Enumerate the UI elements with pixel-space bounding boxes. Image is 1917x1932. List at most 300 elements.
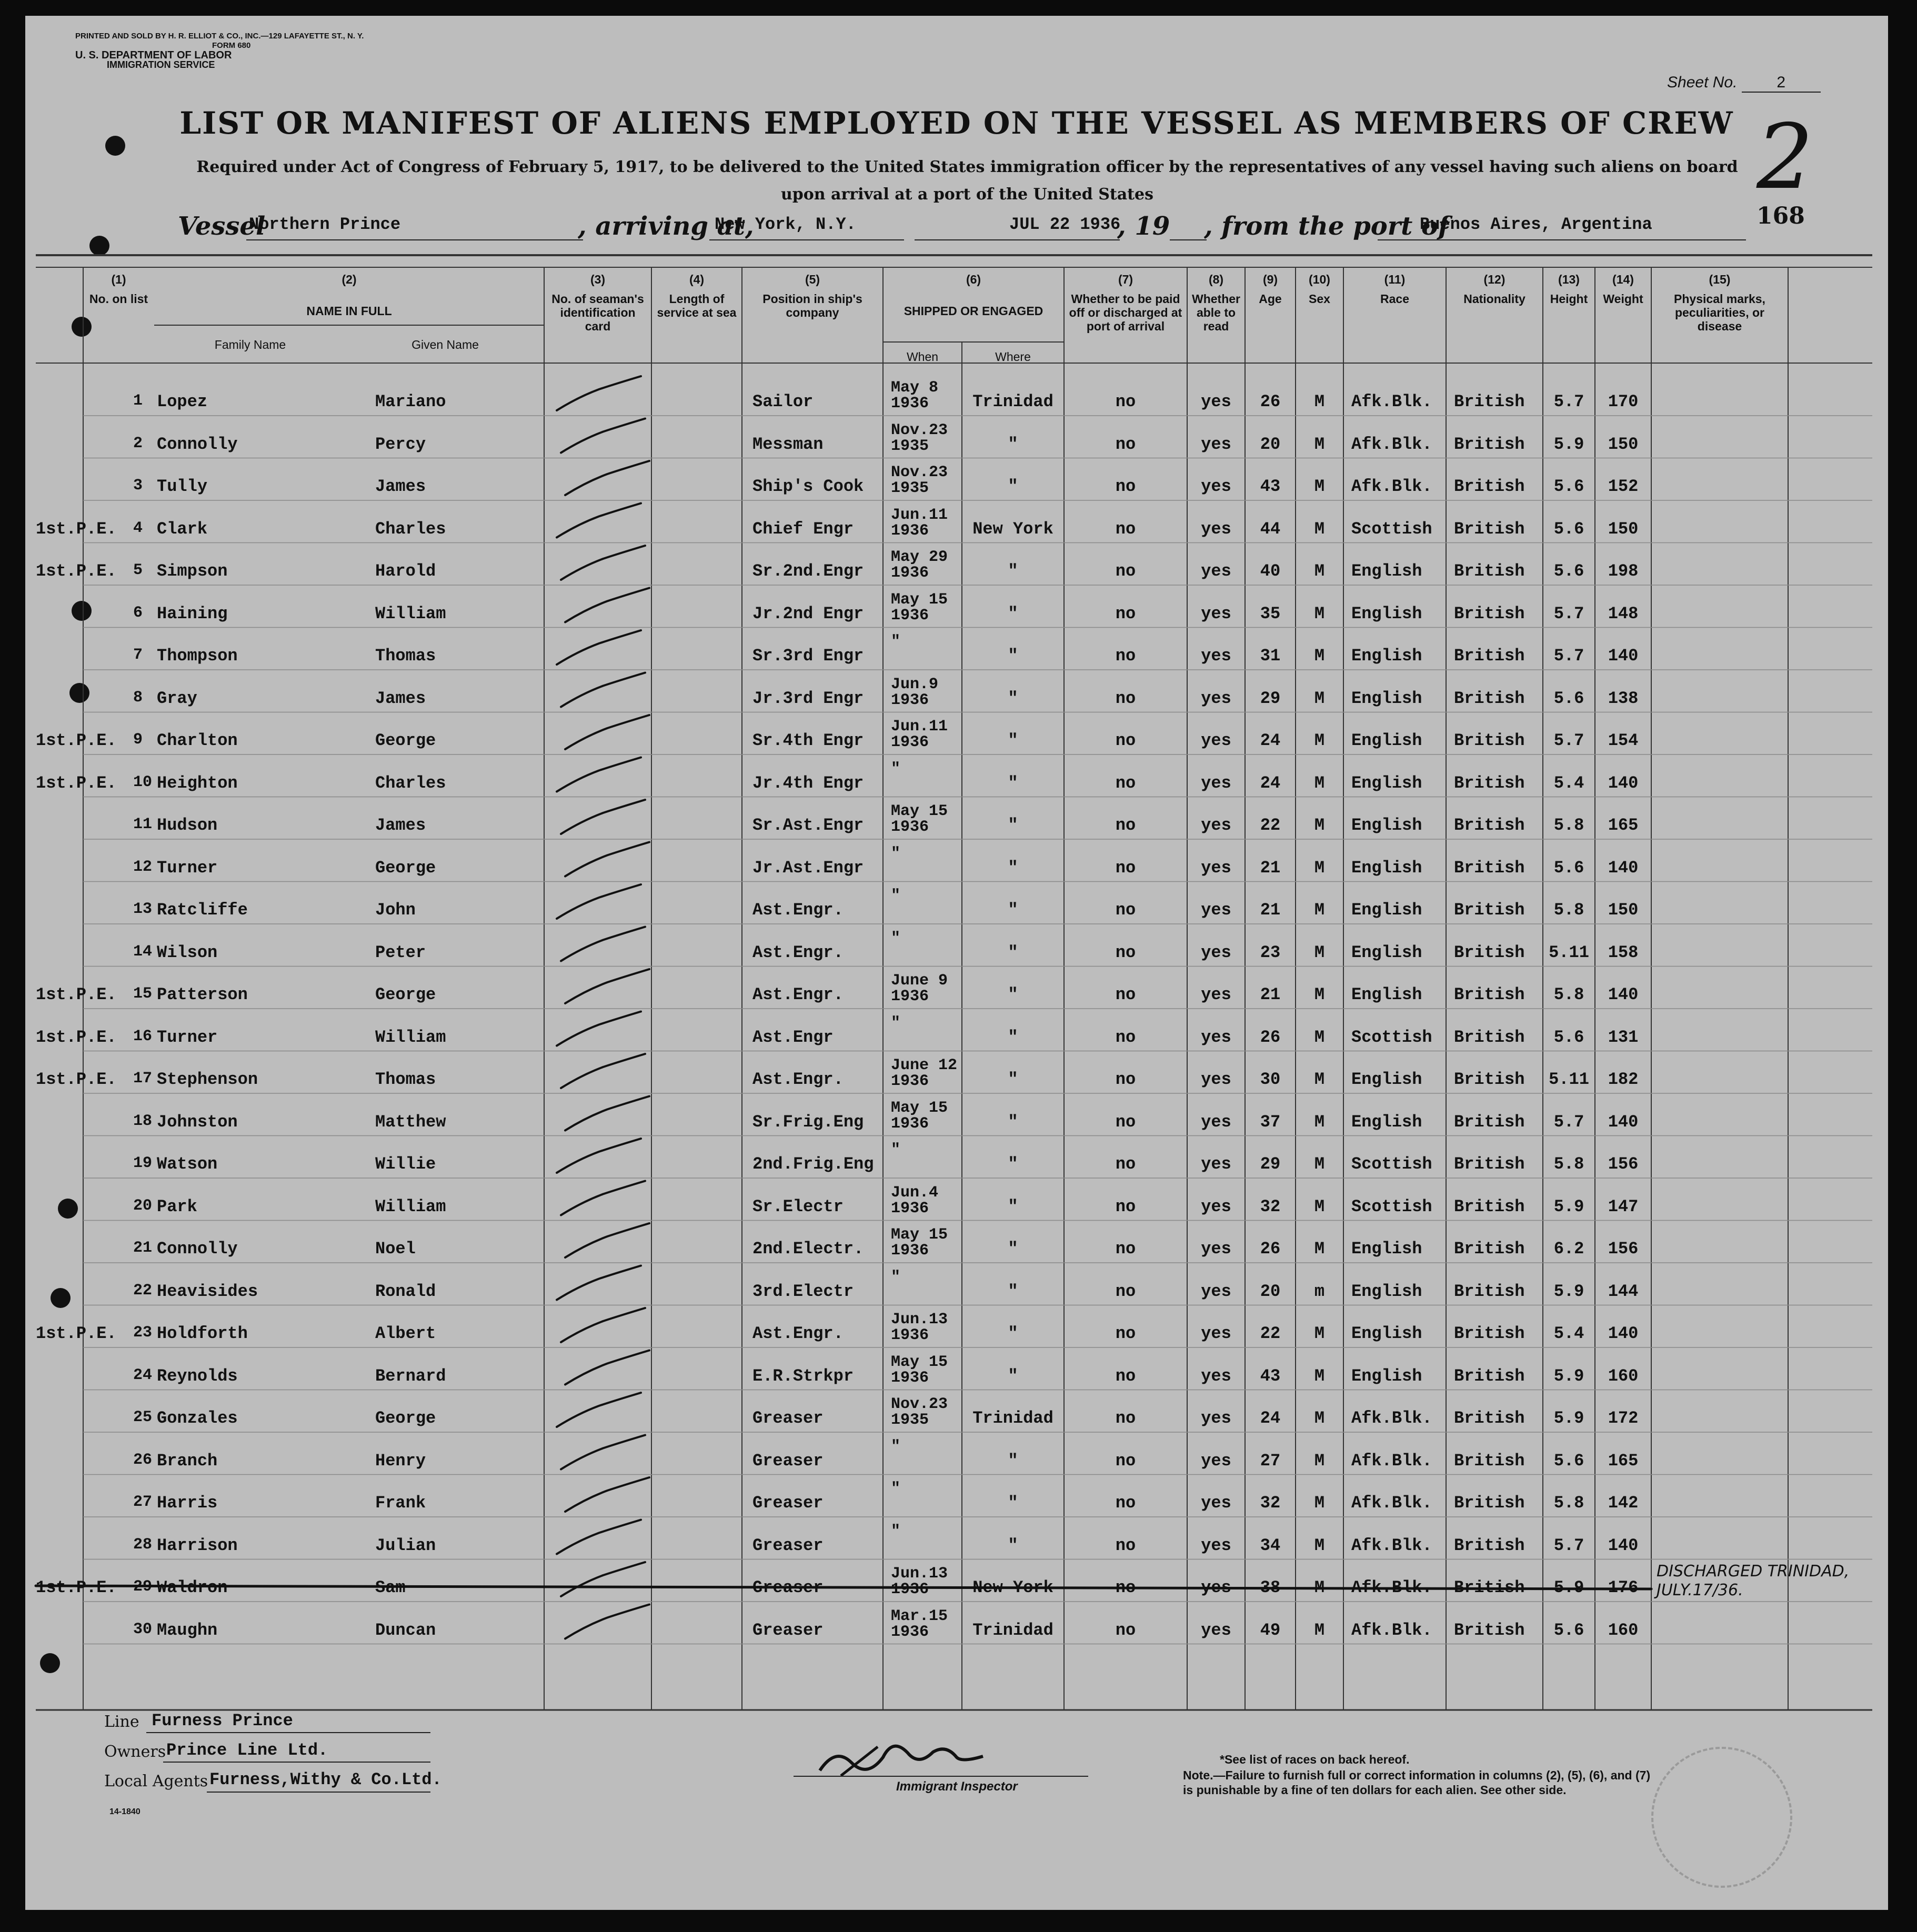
card-checkmark-icon: [561, 1435, 645, 1470]
cell-nat: British: [1454, 1324, 1525, 1343]
column-number: (2): [342, 273, 357, 286]
cell-race: Afk.Blk.: [1351, 1620, 1432, 1640]
cell-race: English: [1351, 1281, 1422, 1301]
cell-paid: no: [1115, 434, 1136, 454]
cell-age: 37: [1260, 1112, 1281, 1132]
cell-given: Mariano: [375, 392, 446, 411]
cell-where: ": [1008, 1196, 1018, 1216]
cell-age: 21: [1260, 985, 1281, 1004]
cell-when: Jun.13: [891, 1311, 948, 1329]
cell-nat: British: [1454, 1027, 1525, 1047]
cell-read: yes: [1201, 646, 1231, 666]
card-checkmark-icon: [565, 1477, 649, 1512]
cell-position: Ast.Engr.: [752, 900, 844, 920]
cell-height: 5.7: [1553, 646, 1584, 666]
cell-when: Jun.11: [891, 718, 948, 736]
cell-height: 5.8: [1553, 900, 1584, 920]
cell-where: ": [1008, 1324, 1018, 1343]
cell-read: yes: [1201, 858, 1231, 878]
cell-when: ": [891, 1014, 901, 1032]
cell-read: yes: [1201, 816, 1231, 835]
cell-age: 49: [1260, 1620, 1281, 1640]
cell-position: 2nd.Electr.: [752, 1239, 864, 1259]
cell-paid: no: [1115, 1239, 1136, 1259]
cell-position: Ast.Engr.: [752, 942, 844, 962]
cell-read: yes: [1201, 1070, 1231, 1089]
column-header: Nationality: [1463, 292, 1525, 306]
cell-when: May 29: [891, 548, 948, 566]
cell-race: English: [1351, 900, 1422, 920]
race-note: *See list of races on back hereof.: [1220, 1753, 1410, 1766]
cell-position: 3rd.Electr: [752, 1281, 854, 1301]
cell-when: ": [891, 760, 901, 778]
column-header: NAME IN FULL: [306, 304, 392, 318]
cell-height: 5.4: [1553, 773, 1584, 793]
cell-age: 29: [1260, 688, 1281, 708]
cell-no: 6: [133, 603, 143, 622]
cell-race: Scottish: [1351, 1154, 1432, 1174]
card-checkmark-icon: [557, 884, 641, 919]
cell-when: 1936: [891, 818, 929, 836]
cell-when: ": [891, 887, 901, 905]
cell-nat: British: [1454, 942, 1525, 962]
cell-paid: no: [1115, 1112, 1136, 1132]
cell-read: yes: [1201, 1154, 1231, 1174]
cell-weight: 156: [1608, 1239, 1639, 1259]
cell-read: yes: [1201, 1578, 1231, 1597]
cell-sex: M: [1314, 1451, 1325, 1471]
cell-nat: British: [1454, 1070, 1525, 1089]
cell-age: 32: [1260, 1493, 1281, 1513]
cell-when: ": [891, 929, 901, 948]
cell-race: English: [1351, 1366, 1422, 1386]
cell-nat: British: [1454, 392, 1525, 411]
cell-paid: no: [1115, 392, 1136, 411]
cell-sex: M: [1314, 1366, 1325, 1386]
cell-age: 38: [1260, 1578, 1281, 1597]
cell-paid: no: [1115, 816, 1136, 835]
cell-read: yes: [1201, 773, 1231, 793]
cell-height: 5.9: [1553, 1196, 1584, 1216]
cell-when: May 15: [891, 1226, 948, 1244]
card-checkmark-icon: [561, 546, 645, 580]
cell-family: Gonzales: [157, 1408, 238, 1428]
cell-given: Willie: [375, 1154, 436, 1174]
cell-paid: no: [1115, 731, 1136, 750]
card-checkmark-icon: [561, 927, 645, 961]
cell-sex: M: [1314, 1154, 1325, 1174]
cell-position: Jr.Ast.Engr: [752, 858, 864, 878]
cell-family: Clark: [157, 519, 208, 539]
cell-read: yes: [1201, 519, 1231, 539]
cell-no: 10: [133, 773, 153, 791]
cell-read: yes: [1201, 1196, 1231, 1216]
cell-no: 4: [133, 519, 143, 537]
cell-given: James: [375, 477, 426, 496]
cell-no: 16: [133, 1027, 153, 1045]
cell-read: yes: [1201, 1535, 1231, 1555]
column-header: Whether to be paid off or discharged at port of arrival: [1069, 292, 1182, 333]
cell-sex: M: [1314, 1239, 1325, 1259]
card-checkmark-icon: [565, 588, 649, 622]
cell-given: Henry: [375, 1451, 426, 1471]
cell-nat: British: [1454, 773, 1525, 793]
card-checkmark-icon: [561, 800, 645, 834]
form-number: FORM 680: [212, 41, 251, 50]
cell-race: English: [1351, 942, 1422, 962]
column-number: (15): [1709, 273, 1731, 286]
cell-position: Chief Engr: [752, 519, 854, 539]
cell-paid: no: [1115, 1620, 1136, 1640]
cell-when: 1935: [891, 479, 929, 497]
cell-nat: British: [1454, 477, 1525, 496]
cell-sex: M: [1314, 392, 1325, 411]
cell-age: 22: [1260, 816, 1281, 835]
cell-given: Duncan: [375, 1620, 436, 1640]
first-pe-mark: 1st.P.E.: [36, 561, 117, 581]
cell-read: yes: [1201, 1408, 1231, 1428]
cell-family: Turner: [157, 1027, 218, 1047]
column-header: Whether able to read: [1192, 292, 1240, 333]
cell-height: 5.9: [1553, 434, 1584, 454]
card-checkmark-icon: [565, 715, 649, 749]
cell-weight: 150: [1608, 900, 1639, 920]
cell-position: Jr.4th Engr: [752, 773, 864, 793]
cell-paid: no: [1115, 1366, 1136, 1386]
cell-nat: British: [1454, 561, 1525, 581]
cell-no: 24: [133, 1366, 153, 1384]
cell-height: 6.2: [1553, 1239, 1584, 1259]
cell-when: Jun.13: [891, 1565, 948, 1583]
cell-position: E.R.Strkpr: [752, 1366, 854, 1386]
cell-race: Afk.Blk.: [1351, 477, 1432, 496]
cell-sex: M: [1314, 900, 1325, 920]
cell-paid: no: [1115, 985, 1136, 1004]
cell-age: 34: [1260, 1535, 1281, 1555]
cell-where: New York: [972, 519, 1053, 539]
cell-no: 5: [133, 561, 143, 579]
cell-family: Watson: [157, 1154, 218, 1174]
cell-sex: M: [1314, 434, 1325, 454]
first-pe-mark: 1st.P.E.: [36, 773, 117, 793]
first-pe-mark: 1st.P.E.: [36, 1027, 117, 1047]
column-header: Weight: [1603, 292, 1643, 306]
cell-when: ": [891, 633, 901, 651]
cell-read: yes: [1201, 1493, 1231, 1513]
cell-race: English: [1351, 816, 1422, 835]
cell-race: Afk.Blk.: [1351, 1451, 1432, 1471]
cell-when: Mar.15: [891, 1607, 948, 1625]
cell-age: 26: [1260, 1239, 1281, 1259]
cell-weight: 140: [1608, 1112, 1639, 1132]
cell-sex: M: [1314, 1493, 1325, 1513]
cell-given: Thomas: [375, 646, 436, 666]
cell-given: George: [375, 858, 436, 878]
card-checkmark-icon: [557, 1139, 641, 1173]
cell-nat: British: [1454, 1408, 1525, 1428]
cell-weight: 165: [1608, 816, 1639, 835]
cell-nat: British: [1454, 1154, 1525, 1174]
cell-height: 5.6: [1553, 561, 1584, 581]
card-checkmark-icon: [561, 1181, 645, 1215]
cell-no: 18: [133, 1112, 153, 1130]
card-checkmark-icon: [557, 376, 641, 410]
cell-position: Sailor: [752, 392, 814, 411]
cell-sex: m: [1314, 1281, 1325, 1301]
handwritten-sheet-mark: 2: [1757, 105, 1814, 209]
cell-read: yes: [1201, 1027, 1231, 1047]
cell-no: 29: [133, 1578, 153, 1596]
cell-where: New York: [972, 1578, 1053, 1597]
cell-age: 43: [1260, 477, 1281, 496]
card-checkmark-icon: [565, 1096, 649, 1131]
column-header: Length of service at sea: [657, 292, 737, 319]
cell-sex: M: [1314, 1535, 1325, 1555]
cell-weight: 140: [1608, 646, 1639, 666]
sheet-label: Sheet No.: [1667, 74, 1738, 91]
cell-race: Afk.Blk.: [1351, 1408, 1432, 1428]
first-pe-mark: 1st.P.E.: [36, 1324, 117, 1343]
cell-when: ": [891, 1141, 901, 1159]
cell-paid: no: [1115, 603, 1136, 623]
cell-where: ": [1008, 1535, 1018, 1555]
cell-given: George: [375, 1408, 436, 1428]
column-number: (3): [590, 273, 606, 286]
cell-when: ": [891, 1268, 901, 1286]
cell-given: Charles: [375, 773, 446, 793]
cell-position: Greaser: [752, 1493, 824, 1513]
cell-when: Jun.4: [891, 1183, 939, 1202]
cell-given: Matthew: [375, 1112, 446, 1132]
form-code: 14-1840: [109, 1807, 140, 1816]
cell-paid: no: [1115, 1154, 1136, 1174]
cell-height: 5.6: [1553, 519, 1584, 539]
card-checkmark-icon: [561, 419, 645, 453]
cell-position: Greaser: [752, 1535, 824, 1555]
cell-read: yes: [1201, 1239, 1231, 1259]
year-label: , 19: [1117, 212, 1170, 241]
cell-position: Ast.Engr: [752, 1027, 834, 1047]
official-seal-icon: [1651, 1747, 1792, 1888]
cell-when: 1935: [891, 437, 929, 455]
cell-position: Sr.Frig.Eng: [752, 1112, 864, 1132]
cell-age: 40: [1260, 561, 1281, 581]
column-header: No. of seaman's identification card: [551, 292, 644, 333]
cell-no: 1: [133, 392, 143, 410]
cell-age: 22: [1260, 1324, 1281, 1343]
cell-family: Park: [157, 1196, 197, 1216]
cell-when: May 8: [891, 379, 939, 397]
cell-when: 1935: [891, 1411, 929, 1429]
cell-height: 5.9: [1553, 1366, 1584, 1386]
cell-paid: no: [1115, 1070, 1136, 1089]
column-header: Height: [1550, 292, 1588, 306]
inspector-label: Immigrant Inspector: [896, 1779, 1018, 1794]
cell-height: 5.7: [1553, 603, 1584, 623]
cell-sex: M: [1314, 1324, 1325, 1343]
cell-age: 35: [1260, 603, 1281, 623]
cell-position: Sr.4th Engr: [752, 731, 864, 750]
column-header: Physical marks, peculiarities, or disease: [1674, 292, 1765, 333]
cell-nat: British: [1454, 1281, 1525, 1301]
cell-given: William: [375, 1027, 446, 1047]
cell-position: Ast.Engr.: [752, 985, 844, 1004]
cell-position: Sr.2nd.Engr: [752, 561, 864, 581]
cell-when: May 15: [891, 1353, 948, 1371]
column-header: Age: [1259, 292, 1282, 306]
cell-family: Connolly: [157, 1239, 238, 1259]
card-checkmark-icon: [565, 1223, 649, 1257]
cell-weight: 150: [1608, 434, 1639, 454]
cell-family: Simpson: [157, 561, 228, 581]
cell-age: 21: [1260, 900, 1281, 920]
card-checkmark-icon: [565, 1605, 649, 1639]
cell-sex: M: [1314, 1620, 1325, 1640]
card-checkmark-icon: [557, 1393, 641, 1427]
form-title: LIST OR MANIFEST OF ALIENS EMPLOYED ON THE VESSEL AS MEMBERS OF CREW: [179, 105, 1734, 141]
cell-given: Peter: [375, 942, 426, 962]
cell-family: Reynolds: [157, 1366, 238, 1386]
owners-label: Owners: [104, 1743, 166, 1761]
cell-where: ": [1008, 816, 1018, 835]
cell-no: 20: [133, 1196, 153, 1215]
page-number: 168: [1757, 203, 1805, 229]
cell-when: 1936: [891, 1072, 929, 1090]
card-checkmark-icon: [561, 1308, 645, 1342]
column-header: Position in ship's company: [762, 292, 862, 319]
cell-read: yes: [1201, 392, 1231, 411]
cell-race: English: [1351, 1070, 1422, 1089]
cell-paid: no: [1115, 1408, 1136, 1428]
cell-age: 21: [1260, 858, 1281, 878]
cell-sex: M: [1314, 1578, 1325, 1597]
cell-paid: no: [1115, 519, 1136, 539]
cell-sex: M: [1314, 1112, 1325, 1132]
cell-height: 5.11: [1549, 942, 1589, 962]
cell-when: 1936: [891, 1623, 929, 1641]
cell-paid: no: [1115, 688, 1136, 708]
form-subtitle: Required under Act of Congress of February 5, 1917, to be delivered to the United States immigration officer by the representatives of any vessel having such aliens on board upon arrival at a port of the United States: [196, 158, 1738, 204]
column-number: (7): [1118, 273, 1133, 286]
local-agents: Furness,Withy & Co.Ltd.: [209, 1770, 442, 1789]
cell-weight: 148: [1608, 603, 1639, 623]
cell-no: 14: [133, 942, 153, 961]
cell-where: ": [1008, 603, 1018, 623]
cell-where: ": [1008, 1112, 1018, 1132]
cell-no: 19: [133, 1154, 153, 1172]
cell-when: 1936: [891, 1368, 929, 1387]
cell-weight: 170: [1608, 392, 1639, 411]
cell-family: Harris: [157, 1493, 218, 1513]
cell-nat: British: [1454, 1366, 1525, 1386]
cell-nat: British: [1454, 434, 1525, 454]
cell-where: Trinidad: [972, 1408, 1053, 1428]
cell-sex: M: [1314, 858, 1325, 878]
cell-age: 24: [1260, 773, 1281, 793]
cell-given: Julian: [375, 1535, 436, 1555]
cell-race: Scottish: [1351, 519, 1432, 539]
cell-family: Patterson: [157, 985, 248, 1004]
cell-paid: no: [1115, 1196, 1136, 1216]
cell-race: Afk.Blk.: [1351, 1493, 1432, 1513]
first-pe-mark: 1st.P.E.: [36, 519, 117, 539]
cell-family: Tully: [157, 477, 208, 496]
cell-when: Jun.11: [891, 506, 948, 524]
cell-family: Johnston: [157, 1112, 238, 1132]
discharge-note: DISCHARGED TRINIDAD, JULY.17/36.: [1657, 1562, 1850, 1599]
cell-sex: M: [1314, 1196, 1325, 1216]
cell-paid: no: [1115, 858, 1136, 878]
cell-paid: no: [1115, 1535, 1136, 1555]
cell-sex: M: [1314, 688, 1325, 708]
cell-weight: 140: [1608, 1324, 1639, 1343]
cell-family: Heighton: [157, 773, 238, 793]
column-number: (14): [1612, 273, 1634, 286]
cell-race: English: [1351, 985, 1422, 1004]
cell-paid: no: [1115, 1324, 1136, 1343]
cell-when: ": [891, 1437, 901, 1456]
cell-height: 5.8: [1553, 1493, 1584, 1513]
cell-given: James: [375, 688, 426, 708]
card-checkmark-icon: [557, 1520, 641, 1554]
cell-age: 23: [1260, 942, 1281, 962]
cell-where: ": [1008, 1366, 1018, 1386]
cell-read: yes: [1201, 1324, 1231, 1343]
cell-weight: 140: [1608, 985, 1639, 1004]
cell-read: yes: [1201, 942, 1231, 962]
cell-paid: no: [1115, 942, 1136, 962]
vessel-name: Northern Prince: [249, 215, 401, 234]
cell-nat: British: [1454, 1239, 1525, 1259]
cell-race: Afk.Blk.: [1351, 392, 1432, 411]
cell-race: Scottish: [1351, 1196, 1432, 1216]
cell-where: ": [1008, 1154, 1018, 1174]
cell-weight: 182: [1608, 1070, 1639, 1089]
cell-height: 5.6: [1553, 1620, 1584, 1640]
cell-nat: British: [1454, 688, 1525, 708]
cell-where: ": [1008, 1239, 1018, 1259]
cell-read: yes: [1201, 985, 1231, 1004]
cell-race: English: [1351, 603, 1422, 623]
cell-race: English: [1351, 731, 1422, 750]
column-number: (6): [966, 273, 981, 286]
cell-race: English: [1351, 561, 1422, 581]
card-checkmark-icon: [561, 1562, 645, 1596]
cell-where: ": [1008, 731, 1018, 750]
cell-family: Turner: [157, 858, 218, 878]
cell-nat: British: [1454, 985, 1525, 1004]
cell-sex: M: [1314, 942, 1325, 962]
card-checkmark-icon: [565, 461, 649, 495]
cell-read: yes: [1201, 688, 1231, 708]
cell-read: yes: [1201, 1620, 1231, 1640]
cell-position: Sr.Ast.Engr: [752, 816, 864, 835]
cell-given: John: [375, 900, 416, 920]
cell-sex: M: [1314, 816, 1325, 835]
cell-paid: no: [1115, 1281, 1136, 1301]
cell-given: Thomas: [375, 1070, 436, 1089]
cell-no: 13: [133, 900, 153, 918]
from-port-label: , from the port of: [1204, 212, 1449, 241]
cell-position: Greaser: [752, 1451, 824, 1471]
cell-no: 8: [133, 688, 143, 707]
cell-family: Branch: [157, 1451, 218, 1471]
cell-no: 21: [133, 1239, 153, 1257]
cell-age: 29: [1260, 1154, 1281, 1174]
column-header: No. on list: [89, 292, 148, 306]
cell-age: 44: [1260, 519, 1281, 539]
cell-when: 1936: [891, 691, 929, 709]
